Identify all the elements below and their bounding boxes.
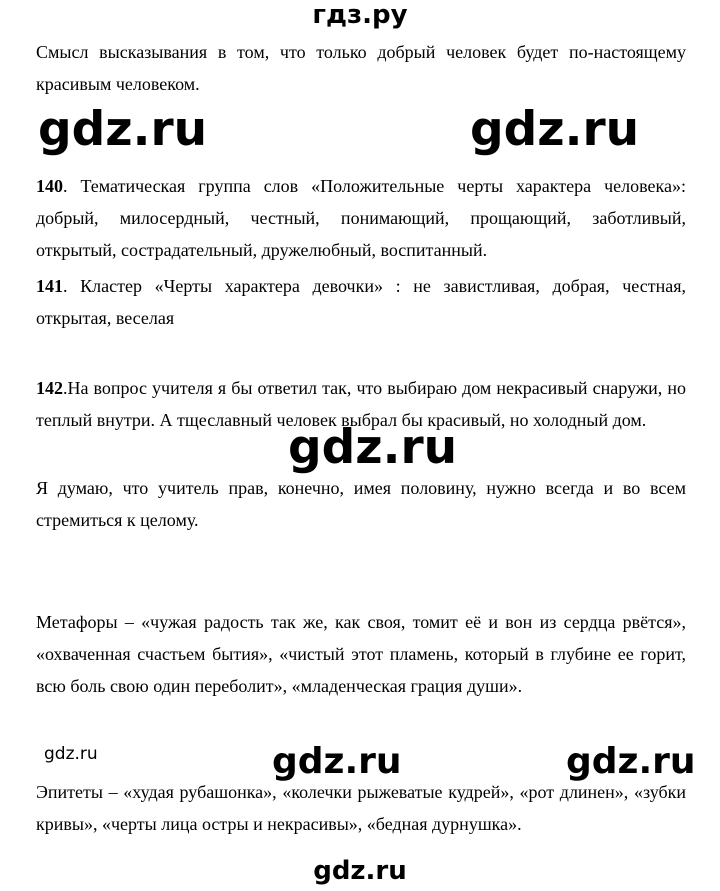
paragraph-142b: Я думаю, что учитель прав, конечно, имея половину, нужно всегда и во всем стремиться к целому.: [36, 478, 686, 530]
paragraph-141-text: . Кластер «Черты характера девочки» : не завистливая, добрая, честная, открытая, веселая: [36, 276, 686, 328]
paragraph-140-text: . Тематическая группа слов «Положительные черты характера человека»: добрый, милосердный, честный, понимающий, прощающий, заботливый, открытый, сострадательный, дружелюбный, воспитанный.: [36, 176, 686, 260]
paragraph-141: [36, 270, 686, 334]
paragraph-140: [36, 170, 686, 266]
paragraph-epithets: Эпитеты – «худая рубашонка», «колечки рыжеватые кудрей», «рот длинен», «зубки кривы», «черты лица остры и некрасивы», «бедная дурнушка».: [36, 782, 686, 834]
watermark: gdz.ru: [288, 420, 458, 475]
site-header-watermark: гдз.ру: [312, 0, 408, 30]
task-number-140: 140: [36, 176, 63, 196]
watermark: gdz.ru: [470, 102, 640, 157]
task-number-142: 142: [36, 378, 63, 398]
watermark: gdz.ru: [566, 741, 696, 782]
paragraph-142-text: .На вопрос учителя я бы ответил так, что выбираю дом некрасивый снаружи, но теплый внутри. А тщеславный человек выбрал бы красивый, но холодный дом.: [36, 378, 686, 430]
watermark: gdz.ru: [38, 102, 208, 157]
paragraph-meaning: Смысл высказывания в том, что только добрый человек будет по-настоящему красивым человеком.: [36, 42, 686, 94]
task-number-141: 141: [36, 276, 63, 296]
paragraph-metaphors: Метафоры – «чужая радость так же, как своя, томит её и вон из сердца рвётся», «охваченная счастьем бытия», «чистый этот пламень, который в глубине ее горит, всю боль свою один переболит», «младенческая грация души».: [36, 612, 686, 696]
watermark-small: gdz.ru: [44, 744, 98, 764]
footer-watermark: gdz.ru: [313, 856, 407, 886]
watermark: gdz.ru: [272, 741, 402, 782]
